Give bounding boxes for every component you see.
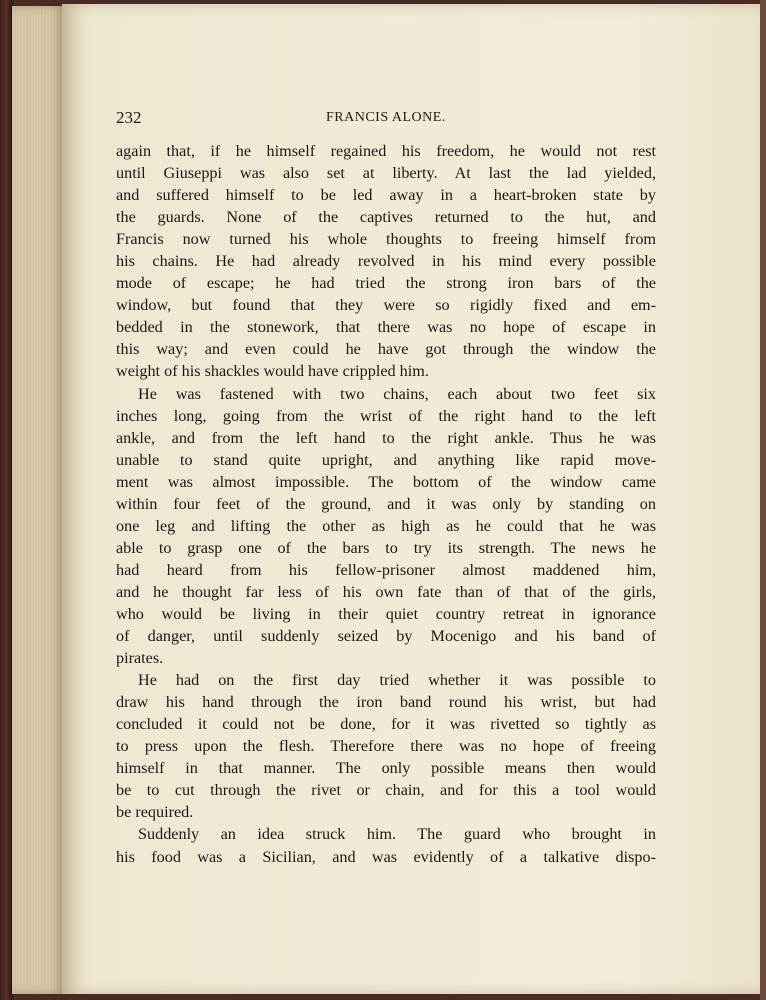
page-edges xyxy=(12,6,64,994)
text-line: inches long, going from the wrist of the right hand to the left xyxy=(116,406,656,425)
text-line: able to grasp one of the bars to try its strength. The news he xyxy=(116,538,656,557)
text-line: Suddenly an idea struck him. The guard who brought in xyxy=(138,825,656,844)
text-line: who would be living in their quiet country retreat in ignorance xyxy=(116,604,656,623)
body-text xyxy=(116,140,656,868)
text-line: his chains. He had already revolved in his mind every possible xyxy=(116,252,656,271)
text-line: of danger, until suddenly seized by Mocenigo and his band of xyxy=(116,627,656,646)
right-page-edge xyxy=(760,0,766,1000)
text-line: and suffered himself to be led away in a heart-broken state by xyxy=(116,186,656,205)
text-line: and he thought far less of his own fate than of that of the girls, xyxy=(116,582,656,601)
text-line: pirates. xyxy=(116,649,164,668)
text-line: Francis now turned his whole thoughts to freeing himself from xyxy=(116,230,656,249)
text-line: this way; and even could he have got through the window the xyxy=(116,340,656,359)
text-line: He was fastened with two chains, each about two feet six xyxy=(138,384,656,403)
page-number: 232 xyxy=(116,108,142,127)
text-line: himself in that manner. The only possible means then would xyxy=(116,759,656,778)
text-line: mode of escape; he had tried the strong iron bars of the xyxy=(116,274,656,293)
running-title: FRANCIS ALONE. xyxy=(326,110,446,125)
text-line: He had on the first day tried whether it was possible to xyxy=(138,671,656,690)
page-header xyxy=(116,108,656,130)
text-line: be required. xyxy=(116,803,194,822)
text-line: to press upon the flesh. Therefore there was no hope of freeing xyxy=(116,737,656,756)
text-line: until Giuseppi was also set at liberty. At last the lad yielded, xyxy=(116,164,656,183)
text-line: again that, if he himself regained his freedom, he would not rest xyxy=(116,142,656,160)
text-line: within four feet of the ground, and it was only by standing on xyxy=(116,494,656,513)
text-line: the guards. None of the captives returned to the hut, and xyxy=(116,208,656,227)
text-line: ankle, and from the left hand to the right ankle. Thus he was xyxy=(116,428,656,447)
text-line: unable to stand quite upright, and anything like rapid move- xyxy=(116,450,656,469)
text-line: his food was a Sicilian, and was evidently of a talkative dispo- xyxy=(116,847,656,866)
text-line: one leg and lifting the other as high as he could that he was xyxy=(116,516,656,535)
text-line: draw his hand through the iron band round his wrist, but had xyxy=(116,693,656,712)
text-line: ment was almost impossible. The bottom of the window came xyxy=(116,472,656,491)
text-line: window, but found that they were so rigidly fixed and em- xyxy=(116,296,656,315)
text-line: had heard from his fellow-prisoner almost maddened him, xyxy=(116,560,656,579)
text-line: concluded it could not be done, for it was rivetted so tightly as xyxy=(116,715,656,734)
text-line: be to cut through the rivet or chain, and for this a tool would xyxy=(116,781,656,800)
text-line: weight of his shackles would have crippled him. xyxy=(116,362,429,381)
text-line: bedded in the stonework, that there was no hope of escape in xyxy=(116,318,656,337)
